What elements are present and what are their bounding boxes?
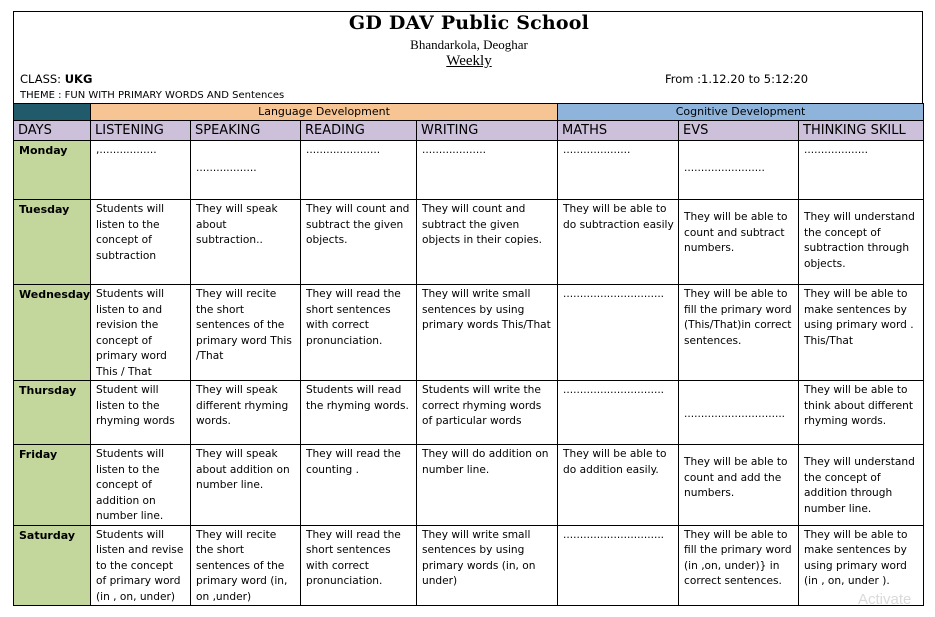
- cell-reading: [301, 141, 417, 200]
- cell-speaking: [191, 141, 301, 200]
- school-location: Bhandarkola, Deoghar: [410, 37, 528, 52]
- table-row: [14, 445, 924, 526]
- cell-listening: [91, 445, 191, 526]
- cell-text: They will speak different rhyming words.: [196, 384, 289, 427]
- cell-text-lower: ..................: [196, 162, 257, 174]
- cell-reading: [301, 200, 417, 285]
- cell-text: They will speak about addition on number line.: [196, 448, 290, 491]
- cell-speaking: [191, 445, 301, 526]
- cell-speaking: [191, 200, 301, 285]
- cell-maths: [558, 200, 679, 285]
- cell-text: They will read the short sentences with correct pronunciation.: [306, 288, 401, 347]
- table-row: [14, 141, 924, 200]
- cell-maths: [558, 381, 679, 445]
- class-label: CLASS:: [20, 72, 65, 86]
- col-evs: EVS: [679, 121, 799, 141]
- cell-text: Students will listen to the concept of addition on number line.: [96, 448, 165, 522]
- cell-writing: [417, 525, 558, 606]
- cell-text: Students will listen to and revision the concept of primary word This / That: [96, 288, 167, 378]
- cell-text: They will recite the short sentences of the primary word (in, on ,under): [196, 528, 288, 603]
- class-line: [20, 72, 92, 86]
- cell-text: They will recite the short sentences of the primary word This /That: [196, 288, 292, 362]
- cell-text: ..............................: [563, 384, 665, 396]
- table-row: [14, 525, 924, 606]
- col-thinking-skill: THINKING SKILL: [799, 121, 924, 141]
- corner-cell: [14, 104, 91, 121]
- cell-text: They will speak about subtraction..: [196, 203, 278, 246]
- lesson-plan-sheet: [13, 11, 923, 601]
- watermark: Activate: [858, 591, 912, 608]
- group-header-row: [14, 104, 924, 121]
- table-row: [14, 285, 924, 381]
- cell-listening: [91, 381, 191, 445]
- cell-text: They will write small sentences by using primary words (in, on under): [422, 528, 536, 587]
- cell-thinking-skill: [799, 381, 924, 445]
- cell-thinking-skill: [799, 285, 924, 381]
- date-range: From :1.12.20 to 5:12:20: [665, 72, 809, 86]
- cell-text-lower: ..............................: [684, 408, 786, 420]
- plan-type: Weekly: [446, 53, 492, 69]
- cell-text: ...................: [804, 144, 869, 156]
- cell-text: Students will listen and revise to the concept of primary word (in , on, under): [96, 528, 184, 603]
- cell-evs: [679, 525, 799, 606]
- group-cognitive: Cognitive Development: [558, 104, 924, 121]
- cell-text: They will be able to fill the primary word (in ,on, under)} in correct sentences.: [684, 528, 792, 587]
- cell-maths: [558, 445, 679, 526]
- cell-listening: [91, 285, 191, 381]
- theme-line: THEME : FUN WITH PRIMARY WORDS AND Sentences: [20, 90, 285, 101]
- col-writing: WRITING: [417, 121, 558, 141]
- cell-text: Students will listen to the concept of subtraction: [96, 203, 165, 262]
- cell-text-lower: They will be able to count and subtract numbers.: [684, 211, 788, 254]
- cell-text-lower: They will understand the concept of subtraction through objects.: [804, 211, 915, 270]
- cell-listening: [91, 141, 191, 200]
- cell-text: They will be able to do addition easily.: [563, 448, 667, 476]
- cell-writing: [417, 141, 558, 200]
- cell-writing: [417, 445, 558, 526]
- cell-reading: [301, 445, 417, 526]
- cell-text: They will be able to make sentences by using primary word . This/That: [804, 288, 914, 347]
- col-maths: MATHS: [558, 121, 679, 141]
- cell-text-lower: ........................: [684, 162, 765, 174]
- cell-reading: [301, 285, 417, 381]
- cell-text: Student will listen to the rhyming words: [96, 384, 175, 427]
- table-row: [14, 200, 924, 285]
- col-listening: LISTENING: [91, 121, 191, 141]
- cell-thinking-skill: [799, 200, 924, 285]
- cell-speaking: [191, 285, 301, 381]
- cell-text: They will write small sentences by using primary words This/That: [422, 288, 551, 331]
- class-value: UKG: [64, 72, 93, 86]
- cell-writing: [417, 285, 558, 381]
- cell-text: They will be able to make sentences by using primary word (in , on, under ).: [804, 528, 908, 587]
- weekly-plan-table: [13, 103, 924, 606]
- day-cell: Saturday: [14, 525, 91, 606]
- cell-text: ,.................: [96, 144, 157, 156]
- cell-writing: [417, 381, 558, 445]
- cell-maths: [558, 525, 679, 606]
- day-cell: Friday: [14, 445, 91, 526]
- cell-listening: [91, 525, 191, 606]
- cell-text: Students will write the correct rhyming words of particular words: [422, 384, 542, 427]
- group-language: Language Development: [91, 104, 558, 121]
- cell-text: They will be able to do subtraction easily: [563, 203, 674, 231]
- cell-listening: [91, 200, 191, 285]
- cell-evs: [679, 445, 799, 526]
- cell-thinking-skill: [799, 141, 924, 200]
- col-days: DAYS: [14, 121, 91, 141]
- cell-text-lower: They will be able to count and add the numbers.: [684, 456, 788, 499]
- col-reading: READING: [301, 121, 417, 141]
- cell-evs: [679, 141, 799, 200]
- cell-thinking-skill: [799, 445, 924, 526]
- school-name: GD DAV Public School: [348, 12, 590, 34]
- cell-evs: [679, 381, 799, 445]
- cell-reading: [301, 525, 417, 606]
- cell-evs: [679, 285, 799, 381]
- cell-evs: [679, 200, 799, 285]
- cell-text: They will read the counting .: [306, 448, 401, 476]
- cell-text: They will count and subtract the given objects.: [306, 203, 410, 246]
- cell-maths: [558, 141, 679, 200]
- table-row: [14, 381, 924, 445]
- cell-reading: [301, 381, 417, 445]
- day-cell: Monday: [14, 141, 91, 200]
- day-cell: Thursday: [14, 381, 91, 445]
- cell-text: They will read the short sentences with correct pronunciation.: [306, 528, 401, 587]
- column-header-row: [14, 121, 924, 141]
- cell-text: ..............................: [563, 288, 665, 300]
- cell-text: ..............................: [563, 528, 665, 541]
- cell-text: ......................: [306, 144, 381, 156]
- cell-speaking: [191, 381, 301, 445]
- cell-text: They will do addition on number line.: [422, 448, 549, 476]
- day-cell: Wednesday: [14, 285, 91, 381]
- cell-text: They will be able to fill the primary word (This/That)in correct sentences.: [684, 288, 792, 347]
- cell-maths: [558, 285, 679, 381]
- cell-text: ....................: [563, 144, 631, 156]
- cell-writing: [417, 200, 558, 285]
- day-cell: Tuesday: [14, 200, 91, 285]
- cell-text: Students will read the rhyming words.: [306, 384, 409, 412]
- cell-text: They will be able to think about different rhyming words.: [804, 384, 913, 427]
- cell-speaking: [191, 525, 301, 606]
- col-speaking: SPEAKING: [191, 121, 301, 141]
- cell-text-lower: They will understand the concept of addition through number line.: [804, 456, 915, 515]
- cell-text: ...................: [422, 144, 486, 156]
- cell-text: They will count and subtract the given objects in their copies.: [422, 203, 542, 246]
